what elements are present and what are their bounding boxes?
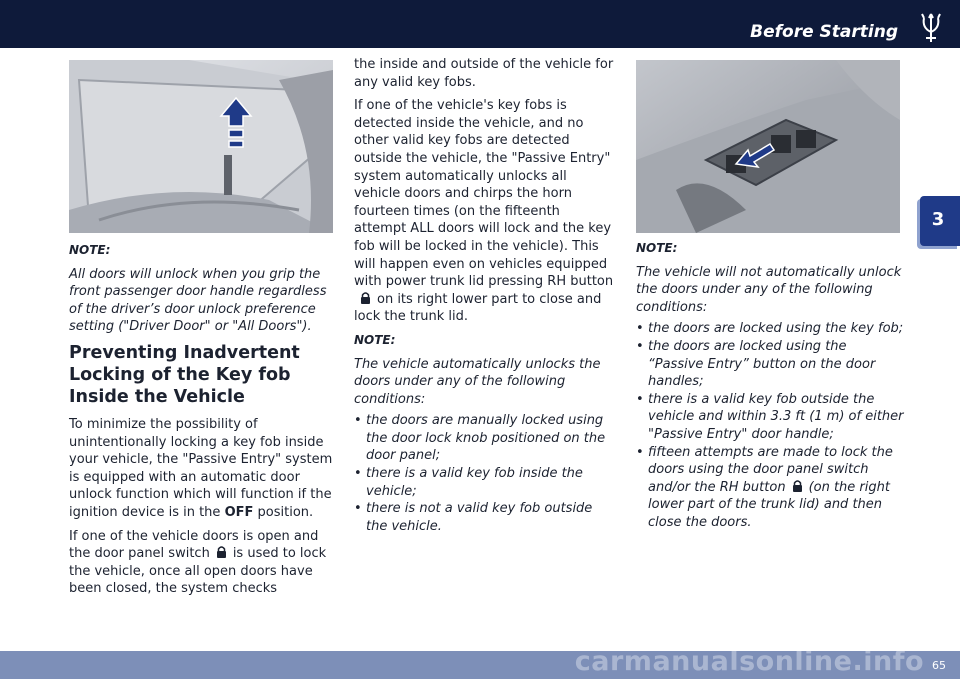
left-column bbox=[69, 242, 335, 604]
note-text: The vehicle will not automatically unlock the doors under any of the following conditions: bbox=[636, 264, 902, 315]
list-item-text: (on the right lower part of the trunk lid) and then close the doors. bbox=[648, 479, 890, 530]
up-arrow-icon bbox=[219, 96, 253, 154]
section-heading: Preventing Inadvertent Locking of the Key fob Inside the Vehicle bbox=[69, 342, 300, 407]
door-panel-switch-photo bbox=[636, 60, 900, 233]
paragraph bbox=[69, 528, 335, 598]
maserati-trident-icon bbox=[916, 12, 946, 44]
middle-column bbox=[354, 56, 616, 535]
watermark: carmanualsonline.info bbox=[574, 646, 924, 677]
paragraph-text: position. bbox=[257, 504, 314, 520]
list-item-text: fifteen attempts are made to lock the doors using the door panel switch and/or the RH button bbox=[648, 444, 893, 495]
list-item: • the doors are manually locked using the door lock knob positioned on the door panel; bbox=[354, 412, 616, 465]
off-label: OFF bbox=[224, 504, 254, 520]
note-text: All doors will unlock when you grip the front passenger door handle regardless of the driver’s door unlock preference setting ("Driver Door" or "All Doors"). bbox=[69, 266, 327, 335]
pointer-arrow-icon bbox=[734, 140, 776, 174]
paragraph-text: If one of the vehicle doors is open and the door panel switch bbox=[69, 528, 319, 562]
lock-icon bbox=[360, 291, 371, 305]
paragraph bbox=[354, 97, 616, 326]
page-number: 65 bbox=[932, 659, 946, 672]
paragraph-text: on its right lower part to close and lock the trunk lid. bbox=[354, 291, 602, 325]
paragraph-text: If one of the vehicle's key fobs is detected inside the vehicle, and no other valid key fobs are detected outside the vehicle, the "Passive Entry" system automatically unlocks all vehicle doors and chirps the horn fourteen times (on the fifteenth attempt ALL doors will lock and the key fob will be locked in the vehicle). This will happen even on vehicles equipped with power trunk lid pressing RH button bbox=[354, 98, 614, 290]
list-item: • there is not a valid key fob outside the vehicle. bbox=[354, 500, 616, 535]
note-text: The vehicle automatically unlocks the doors under any of the following conditions: bbox=[354, 356, 601, 407]
page-header bbox=[0, 0, 960, 48]
chapter-number: 3 bbox=[931, 209, 945, 230]
paragraph bbox=[69, 416, 335, 522]
lock-icon bbox=[216, 545, 227, 559]
note-label: NOTE: bbox=[354, 332, 396, 347]
list-item: • the doors are locked using the “Passive Entry” button on the door handles; bbox=[636, 338, 904, 391]
list-item: • there is a valid key fob inside the vehicle; bbox=[354, 465, 616, 500]
note-label: NOTE: bbox=[69, 243, 111, 257]
condition-list bbox=[354, 412, 616, 535]
note-label: NOTE: bbox=[636, 241, 678, 255]
chapter-tab[interactable] bbox=[920, 196, 960, 246]
list-item bbox=[636, 444, 904, 532]
paragraph: the inside and outside of the vehicle for any valid key fobs. bbox=[354, 57, 614, 90]
door-photo bbox=[69, 60, 333, 233]
paragraph-text: is used to lock the vehicle, once all open doors have been closed, the system checks bbox=[69, 546, 327, 597]
section-title: Before Starting bbox=[750, 22, 898, 42]
lock-icon bbox=[792, 479, 803, 493]
list-item: • there is a valid key fob outside the vehicle and within 3.3 ft (1 m) of either "Passive Entry" door handle; bbox=[636, 391, 904, 444]
paragraph-text: To minimize the possibility of unintentionally locking a key fob inside your vehicle, the "Passive Entry" system is equipped with an automatic door unlock function which will function if the ignition device is in the bbox=[69, 416, 333, 520]
right-column bbox=[636, 240, 904, 532]
list-item: • the doors are locked using the key fob; bbox=[636, 320, 904, 338]
condition-list bbox=[636, 320, 904, 531]
